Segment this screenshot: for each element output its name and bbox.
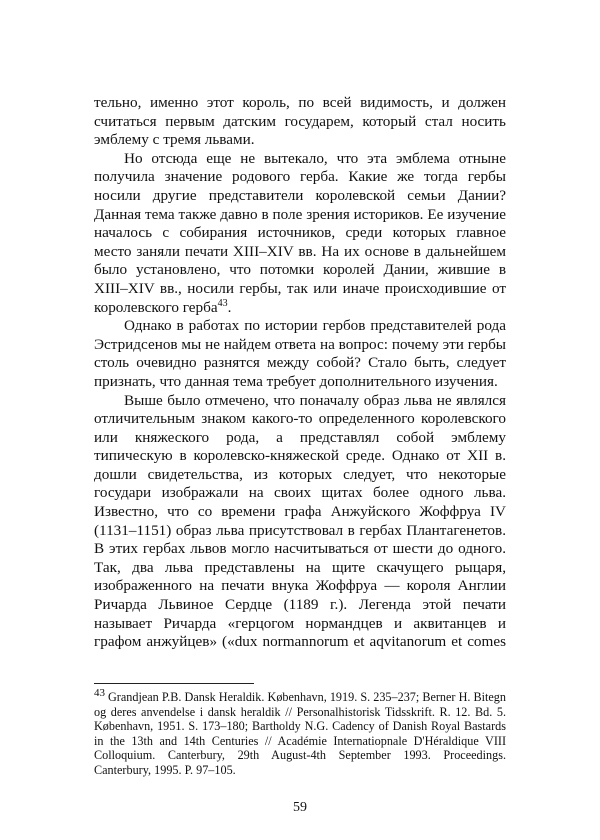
paragraph-2: Но отсюда еще не вытекало, что эта эмблема отныне получила значение родового герба. Какие же тогда гербы носили другие представители королевской семьи Дании? Данная тема также давно в поле зрения историков. Ее изучение началось с собирания источников, среди которых главное место заняли печати XIII–XIV вв. На их основе в дальнейшем было установлено, что потомки королей Дании, жившие в XIII–XIV вв., носили гербы, так или иначе происходившие от королевского герба$^{43}$. [94,149,506,316]
footnote-number: 43 [94,686,105,699]
paragraph-3: Однако в работах по истории гербов представителей рода Эстридсенов мы не найдем ответа на вопрос: почему эти гербы столь очевидно разнятся между собой? Стало быть, следует признать, что данная тема требует дополнительного изучения. [94,317,506,390]
footnote-divider [94,683,254,684]
main-text [94,94,506,652]
paragraph-2-text: Но отсюда еще не вытекало, что эта эмблема отныне получила значение родового герба. Какие же тогда гербы носили другие представители королевской семьи Дании? Данная тема также давно в поле зрения историков. Ее изучение началось с собирания источников, среди которых главное место заняли печати XIII–XIV вв. На их основе в дальнейшем было установлено, что потомки королей Дании, жившие в XIII–XIV вв., носили гербы, так или иначе происходившие от королевского герба [94,149,506,316]
paragraph-1: тельно, именно этот король, по всей видимость, и должен считаться первым датским государем, который стал носить эмблему с тремя львами. [94,94,506,149]
footnote-reference: 43 [217,297,228,309]
paragraph-4: Выше было отмечено, что поначалу образ льва не являлся отличительным знаком какого-то определенного королевского или княжеского рода, а представлял собой эмблему типическую в королевско-княжеской среде. Однако от XII в. дошли свидетельства, из которых следует, что некоторые государи изображали на своих щитах более одного льва. Известно, что со времени графа Анжуйского Жоффруа IV (1131–1151) образ льва присутствовал в гербах Плантагенетов. В этих гербах львов могло насчитываться от шести до одного. Так, два льва представлены на щите скачущего рыцаря, изображенного на печати внука Жоффруа — короля Англии Ричарда Львиное Сердце (1189 г.). Легенда этой печати называет Ричарда «герцогом нормандцев и аквитанцев и графом анжуйцев» («dux normannorum et aqvitanorum et comes [94,391,506,651]
page-number: 59 [293,800,307,815]
footnote [94,686,506,778]
footnote-text: Grandjean P.B. Dansk Heraldik. København, 1919. S. 235–237; Berner H. Bitegn og deres anvendelse i dansk heraldik // Personalhistorisk Tidsskrift. R. 12. Bd. 5. København, 1951. S. 173–180; Bartholdy N.G. Cadency of Danish Royal Bastards in the 13th and 14th Centuries // Académie Internatiopnale D'Héraldique VIII Colloquium. Canterbury, 29th August-4th September 1993. Proceedings. Canterbury, 1995. P. 97–105. [94,690,506,777]
